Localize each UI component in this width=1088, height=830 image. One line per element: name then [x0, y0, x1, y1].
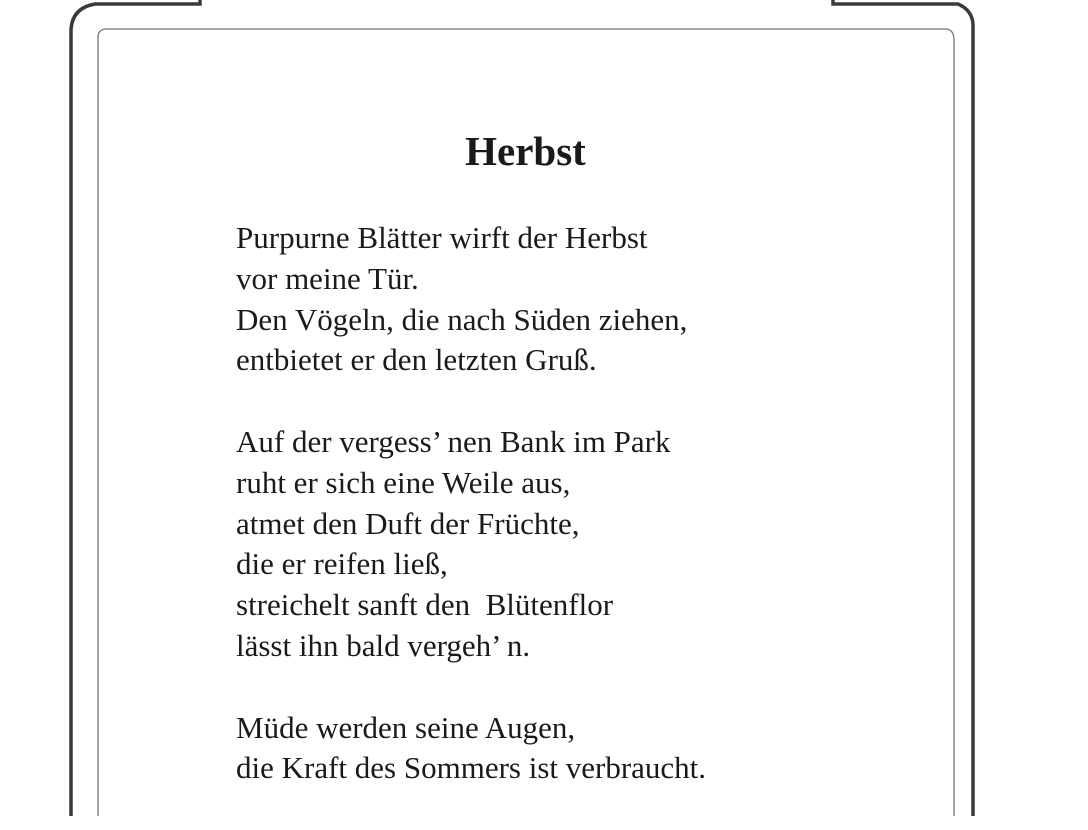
poem-line: streichelt sanft den Blütenflor [236, 587, 614, 623]
stanza-1 [236, 218, 706, 381]
poem-line: ruht er sich eine Weile aus, [236, 464, 571, 500]
poem-line: die Kraft des Sommers ist verbraucht. [236, 750, 707, 786]
poem-line: die er reifen ließ, [236, 546, 448, 582]
poem-line: entbietet er den letzten Gruß. [236, 342, 597, 378]
poem-line: Müde werden seine Augen, [236, 709, 576, 745]
poem-line: Den Vögeln, die nach Süden ziehen, [236, 301, 688, 337]
poem-body [236, 218, 706, 830]
poem-line: vor meine Tür. [236, 260, 419, 296]
poem-line: Purpurne Blätter wirft der Herbst [236, 220, 648, 255]
poem-line: Auf der vergess’ nen Bank im Park [236, 423, 671, 459]
stanza-3 [236, 708, 706, 790]
poem-title: Herbst [465, 128, 586, 174]
stanza-2 [236, 422, 706, 667]
poem-line: atmet den Duft der Früchte, [236, 505, 580, 541]
poem-line: lässt ihn bald vergeh’ n. [236, 627, 531, 663]
